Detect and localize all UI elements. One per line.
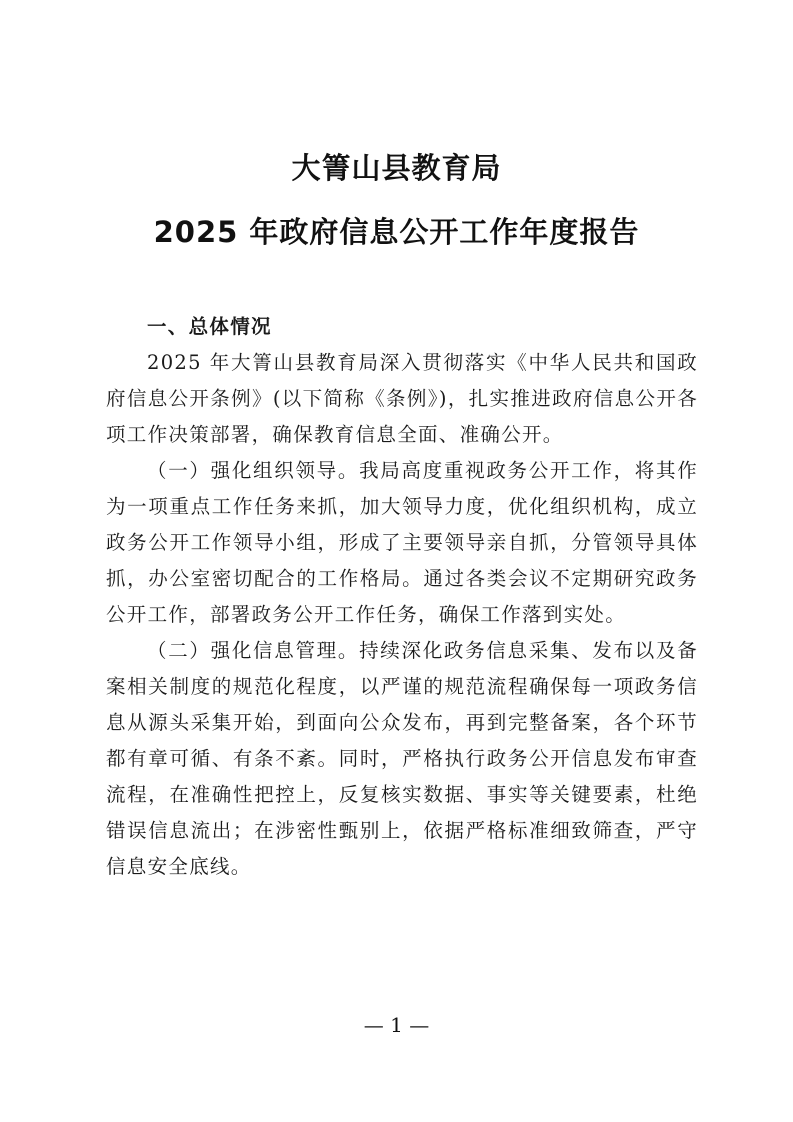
page-number: — 1 —	[363, 1013, 430, 1037]
paragraph-information-management: （二）强化信息管理。持续深化政务信息采集、发布以及备案相关制度的规范化程度，以严谨的规范流程确保每一项政务信息从源头采集开始，到面向公众发布，再到完整备案，各个环节都有章可循、有条不紊。同时，严格执行政务公开信息发布审查流程，在准确性把控上，反复核实数据、事实等关键要素，杜绝错误信息流出；在涉密性甄别上，依据严格标准细致筛查，严守信息安全底线。	[106, 639, 698, 878]
document-title-line-2: 2025 年政府信息公开工作年度报告	[153, 215, 640, 249]
paragraph-organization: （一）强化组织领导。我局高度重视政务公开工作，将其作为一项重点工作任务来抓，加大领导力度，优化组织机构，成立政务公开工作领导小组，形成了主要领导亲自抓，分管领导具体抓，办公室密切配合的工作格局。通过各类会议不定期研究政务公开工作，部署政务公开工作任务，确保工作落到实处。	[106, 459, 698, 626]
document-title-line-1: 大箐山县教育局	[291, 151, 502, 185]
document-body	[106, 309, 698, 885]
section-heading: 一、总体情况	[147, 315, 272, 338]
paragraph-overview: 2025 年大箐山县教育局深入贯彻落实《中华人民共和国政府信息公开条例》(以下简称《条例》)，扎实推进政府信息公开各项工作决策部署，确保教育信息全面、准确公开。	[106, 351, 698, 446]
